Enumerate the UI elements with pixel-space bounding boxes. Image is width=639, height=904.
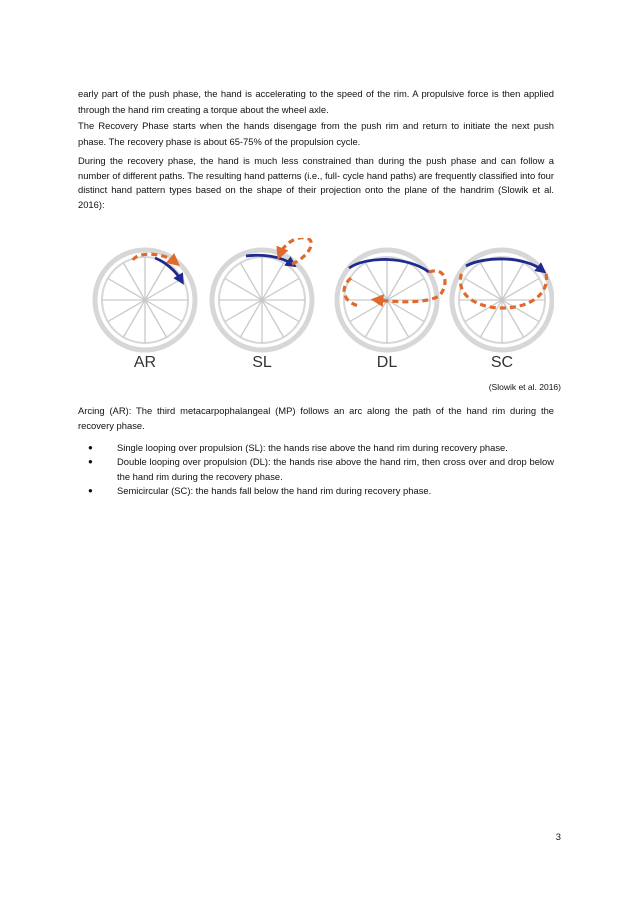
hand-pattern-list bbox=[88, 441, 554, 498]
label-dl: DL bbox=[376, 354, 398, 371]
push-phase-text: early part of the push phase, the hand is accelerating to the speed of the rim. A propulsive force is then applied through the hand rim creating a torque about the wheel axle. bbox=[78, 88, 554, 115]
wheel-dl bbox=[337, 250, 445, 350]
list-item bbox=[88, 484, 554, 498]
bullet-icon: ● bbox=[88, 485, 93, 495]
list-item-text: Semicircular (SC): the hands fall below the hand rim during recovery phase. bbox=[117, 484, 432, 496]
list-item bbox=[88, 441, 554, 455]
hand-pattern-figure bbox=[90, 238, 554, 378]
recovery-phase-text: The Recovery Phase starts when the hands disengage from the push rim and return to initiate the next push phase. The recovery phase is about 65-75% of the propulsion cycle. bbox=[78, 120, 554, 147]
page-number: 3 bbox=[555, 831, 561, 842]
label-ar: AR bbox=[133, 354, 157, 371]
intro-paragraph bbox=[78, 86, 554, 150]
recovery-paragraph: During the recovery phase, the hand is much less constrained than during the push phase and can follow a number of different paths. The resulting hand patterns (i.e., full- cycle hand paths) are frequently classified into four distinct hand pattern types based on the shape of their projection onto the plane of the handrim (Slowik et al. 2016): bbox=[78, 155, 554, 210]
list-item-text: Double looping over propulsion (DL): the hands rise above the hand rim, then cross over and drop below the hand rim during the recovery phase. bbox=[117, 456, 554, 482]
wheel-ar bbox=[95, 250, 195, 350]
list-item bbox=[88, 455, 554, 484]
bullet-icon: ● bbox=[88, 443, 93, 452]
bullet-icon: ● bbox=[88, 457, 93, 467]
wheel-sc bbox=[452, 250, 552, 350]
label-sc: SC bbox=[490, 354, 514, 371]
arcing-paragraph: Arcing (AR): The third metacarpophalangeal (MP) follows an arc along the path of the hand rim during the recovery phase. bbox=[78, 405, 554, 431]
label-sl: SL bbox=[252, 354, 272, 371]
wheel-sl bbox=[212, 238, 312, 350]
figure-caption: (Slowik et al. 2016) bbox=[488, 382, 561, 392]
list-item-text: Single looping over propulsion (SL): the hands rise above the hand rim during recovery phase. bbox=[117, 442, 508, 453]
